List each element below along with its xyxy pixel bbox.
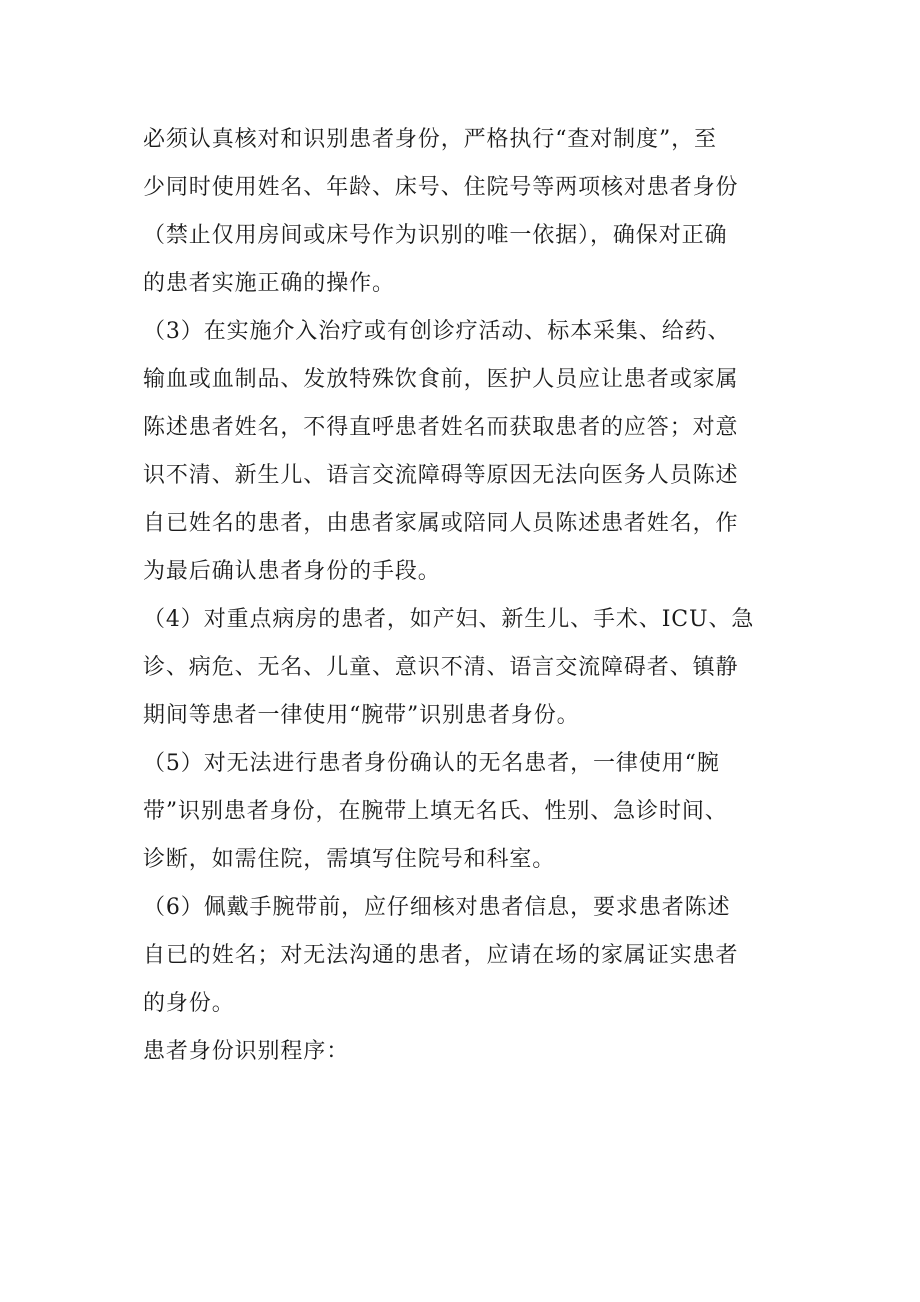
document-body: [143, 116, 803, 1076]
text-line: 输血或血制品、发放特殊饮食前，医护人员应让患者或家属: [143, 367, 739, 392]
text-line: 陈述患者姓名，不得直呼患者姓名而获取患者的应答；对意: [143, 415, 739, 440]
section-heading: 患者身份识别程序：: [143, 1039, 350, 1064]
text-line: 识不清、新生儿、语言交流障碍等原因无法向医务人员陈述: [143, 463, 739, 488]
text-line: （6）佩戴手腕带前，应仔细核对患者信息，要求患者陈述: [143, 895, 731, 920]
text-line: 诊断，如需住院，需填写住院号和科室。: [143, 847, 556, 872]
text-line: 的身份。: [143, 991, 235, 1016]
text-line: 必须认真核对和识别患者身份，严格执行“查对制度”，至: [143, 127, 717, 152]
text-line: 的患者实施正确的操作。: [143, 271, 395, 296]
text-line: 少同时使用姓名、年龄、床号、住院号等两项核对患者身份: [143, 175, 739, 200]
text-line: 带”识别患者身份，在腕带上填无名氏、性别、急诊时间、: [143, 799, 728, 824]
text-line: 为最后确认患者身份的手段。: [143, 559, 441, 584]
text-line: 自已姓名的患者，由患者家属或陪同人员陈述患者姓名，作: [143, 511, 739, 536]
text-line: （3）在实施介入治疗或有创诊疗活动、标本采集、给药、: [143, 319, 731, 344]
text-line: （5）对无法进行患者身份确认的无名患者，一律使用“腕: [143, 751, 720, 776]
text-line: （禁止仅用房间或床号作为识别的唯一依据），确保对正确: [143, 223, 728, 248]
text-line: 自已的姓名；对无法沟通的患者，应请在场的家属证实患者: [143, 943, 739, 968]
text-line: （4）对重点病房的患者，如产妇、新生儿、手术、ICU、急: [143, 607, 755, 632]
text-line: 诊、病危、无名、儿童、意识不清、语言交流障碍者、镇静: [143, 655, 739, 680]
text-line: 期间等患者一律使用“腕带”识别患者身份。: [143, 703, 580, 728]
